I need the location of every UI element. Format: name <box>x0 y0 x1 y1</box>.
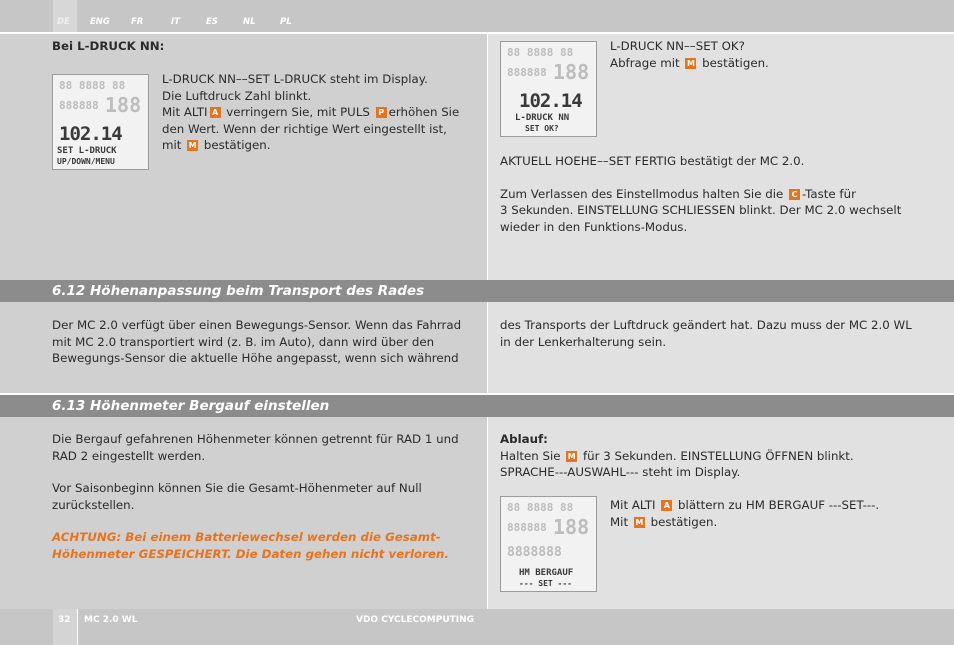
key-a-icon: A <box>210 107 221 118</box>
key-m-icon: M <box>686 58 695 68</box>
lang-de[interactable]: DE <box>57 17 70 27</box>
ablauf-heading: Ablauf: <box>500 432 548 446</box>
section13-step-text: Mit ALTI A blättern zu HM BERGAUF ---SET---. Mit M bestätigen. <box>610 498 880 529</box>
lang-es[interactable]: ES <box>206 17 218 27</box>
top-heading: Bei L-DRUCK NN: <box>52 39 165 53</box>
key-m-icon: M <box>188 141 197 150</box>
key-c-icon: C <box>789 189 800 200</box>
footer-model: MC 2.0 WL <box>84 615 138 625</box>
lcd-set-l-druck: 88 8888 88 188 888888 102.14 SET L-DRUCK UP/DOWN/MENU <box>52 74 149 170</box>
lcd3-line1: HM BERGAUF <box>519 568 574 578</box>
section-6-12-header <box>0 280 954 302</box>
lcd2-value: 102.14 <box>519 90 582 112</box>
lang-fr[interactable]: FR <box>131 17 144 27</box>
language-bar <box>0 0 954 32</box>
lcd-hm-bergauf: 88 8888 88 188 888888 8888888 HM BERGAUF --- SET --- <box>500 496 597 592</box>
lang-eng[interactable]: ENG <box>90 17 110 27</box>
key-p-icon: P <box>376 107 387 118</box>
lang-nl[interactable]: NL <box>243 17 256 27</box>
top-right-text: L-DRUCK NN––SET OK? Abfrage mit M bestätigen. <box>610 39 769 70</box>
lcd2-line3: SET OK? <box>525 124 559 133</box>
top-right-paragraphs: AKTUELL HOEHE––SET FERTIG bestätigt der MC 2.0. Zum Verlassen des Einstellmodus halten Sie die C -Taste für 3 Sekunden. EINSTELLUNG SCHLIESSEN blinkt. Der MC 2.0 wechselt wieder in den Funktions-Modus. <box>500 154 902 234</box>
language-active-bg <box>53 0 77 32</box>
lcd1-line3: UP/DOWN/MENU <box>57 157 115 166</box>
lang-it[interactable]: IT <box>171 17 180 27</box>
top-left-text: L-DRUCK NN––SET L-DRUCK steht im Display. Die Luftdruck Zahl blinkt. Mit ALTI A verringern Sie, mit PULS P erhöhen Sie den Wert. Wenn der richtige Wert eingestellt ist, mit M bestätigen. <box>162 72 460 152</box>
section-6-13-title: 6.13 Höhenmeter Bergauf einstellen <box>52 398 330 414</box>
section12-right-text: des Transports der Luftdruck geändert hat. Dazu muss der MC 2.0 WL in der Lenkerhalterung sein. <box>500 318 912 349</box>
footer-brand: VDO CYCLECOMPUTING <box>356 615 475 625</box>
section-6-12-title: 6.12 Höhenanpassung beim Transport des Rades <box>52 283 425 299</box>
footer-bar <box>0 609 954 645</box>
key-a-icon: A <box>661 500 672 511</box>
section-6-13-header <box>0 395 954 417</box>
warning-text: ACHTUNG: Bei einem Batteriewechsel werden die Gesamt- <box>52 530 441 544</box>
section13-right-text: Ablauf: Halten Sie M für 3 Sekunden. EINSTELLUNG ÖFFNEN blinkt. SPRACHE---AUSWAHL--- steht im Display. <box>500 431 940 481</box>
lcd1-value: 102.14 <box>59 123 122 145</box>
key-m-icon: M <box>567 451 576 461</box>
lcd3-line2: --- SET --- <box>519 579 572 588</box>
lcd2-line2: L-DRUCK NN <box>515 113 570 123</box>
lang-pl[interactable]: PL <box>280 17 292 27</box>
lcd1-line2: SET L-DRUCK <box>57 146 117 156</box>
section13-left-text: Die Bergauf gefahrenen Höhenmeter können getrennt für RAD 1 und RAD 2 eingestellt werden. Vor Saisonbeginn können Sie die Gesamt-Höhenmeter auf Null zurückstellen. ACHTUNG: Bei einem Batteriewechsel werden die Gesamt- Höhenmeter GESPEICHERT. Die Daten gehen nicht verloren. <box>52 431 482 562</box>
page-number: 32 <box>58 615 71 625</box>
lcd-set-ok: 88 8888 88 188 888888 102.14 L-DRUCK NN SET OK? <box>500 41 597 137</box>
key-m-icon: M <box>635 517 644 527</box>
footer-divider <box>77 609 78 645</box>
section12-left-text: Der MC 2.0 verfügt über einen Bewegungs-Sensor. Wenn das Fahrrad mit MC 2.0 transportiert wird (z. B. im Auto), dann wird über den Bewegungs-Sensor die aktuelle Höhe angepasst, wenn sich während <box>52 318 462 365</box>
